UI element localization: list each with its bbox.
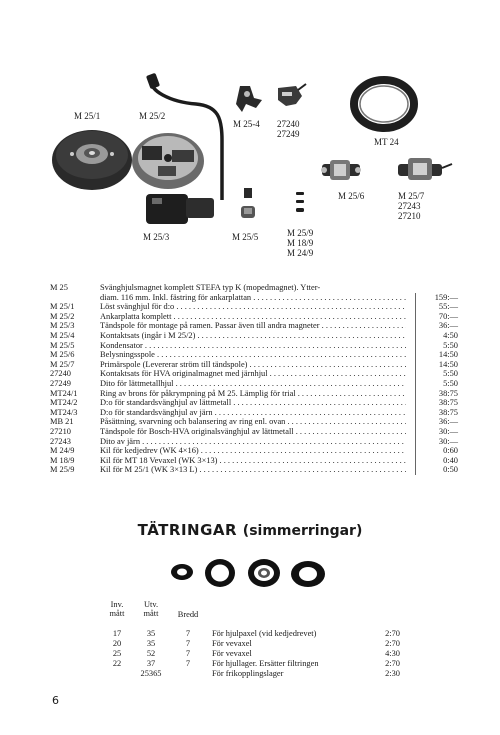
part-code: 27243 (50, 436, 71, 446)
parts-row (50, 379, 458, 389)
figure-label-m18-9: M 18/9 (287, 238, 314, 248)
seals-row (104, 629, 404, 639)
seals-row (104, 669, 404, 679)
figure-label-m25-1: M 25/1 (74, 111, 101, 121)
armature-plate-photo (132, 133, 204, 189)
part-description: Ankarplatta komplett . . . (100, 312, 406, 322)
seal-outer-dim: 52 (146, 649, 156, 658)
part-price: 14:50 (415, 350, 458, 360)
part-price: 36:— (415, 417, 458, 427)
figure-label-m25-3: M 25/3 (143, 232, 170, 242)
part-code: M 25/4 (50, 330, 75, 340)
figure-label-27249: 27249 (277, 129, 300, 139)
seal-width: 7 (185, 629, 191, 638)
seal-inner-dim: 17 (112, 629, 122, 638)
part-price: 36:— (415, 321, 458, 331)
part-code: MT24/2 (50, 398, 78, 408)
seal-width: 7 (185, 639, 191, 648)
seal-price: 2:30 (385, 669, 400, 678)
part-description: Påsättning, svarvning och balansering av ring enl. ovan . . . (100, 417, 406, 427)
figure-label-27240: 27240 (277, 119, 300, 129)
figure-label-m25-6: M 25/6 (338, 191, 365, 201)
part-code: 27240 (50, 369, 71, 379)
seal-description: För vevaxel (212, 649, 252, 658)
figure-label-m25-2: M 25/2 (139, 111, 166, 121)
ignition-coil-photo (146, 194, 214, 224)
seal-ring-4 (291, 561, 325, 587)
part-code: MT24/3 (50, 407, 78, 417)
col-header-inv-line1: Inv. (110, 600, 124, 609)
seals-heading-title: TÄTRINGAR (137, 521, 238, 539)
parts-row (50, 465, 458, 475)
hva-contact-set-photo (278, 84, 306, 106)
seal-width: 7 (185, 659, 191, 668)
seal-description: För vevaxel (212, 639, 252, 648)
parts-row (50, 456, 458, 466)
parts-price-list (50, 283, 458, 475)
part-price: 38:75 (415, 398, 458, 408)
col-header-inv-line2: mått (109, 609, 125, 618)
seal-ring-1 (171, 564, 193, 580)
part-description: D:o för standardsvänghjul av lättmetall . . . (100, 398, 406, 408)
part-description: Svänghjulsmagnet komplett STEFA typ K (mopedmagnet). Ytter- (100, 283, 321, 292)
part-price: 38:75 (415, 389, 458, 399)
part-description: Kil för MT 18 Vevaxel (WK 3×13) . . . (100, 456, 406, 466)
part-price: 55:— (415, 302, 458, 312)
seal-outer-dim: 35 (146, 629, 156, 638)
parts-row (50, 437, 458, 447)
part-code: M 25/3 (50, 321, 75, 331)
part-description: Kontaktsats (ingår i M 25/2) . . . (100, 331, 406, 341)
part-price: 14:50 (415, 360, 458, 370)
part-price: 30:— (415, 437, 458, 447)
col-header-utv-line1: Utv. (143, 600, 159, 609)
part-code: 27210 (50, 426, 71, 436)
seal-ring-2 (205, 559, 235, 587)
seals-heading (0, 521, 500, 539)
seal-price: 2:70 (385, 659, 400, 668)
figure-label-m25-9: M 25/9 (287, 228, 314, 238)
seals-row (104, 639, 404, 649)
part-description: D:o för standardsvänghjul av järn . . . (100, 408, 406, 418)
seal-description: För frikopplingslager (212, 669, 284, 678)
col-header-utv (138, 600, 164, 618)
part-code: M 25/5 (50, 340, 75, 350)
seal-description: För hjullager. Ersätter filtringen (212, 659, 319, 668)
part-price: 38:75 (415, 408, 458, 418)
part-description: Belysningsspole . . . (100, 350, 406, 360)
seals-row (104, 659, 404, 669)
seal-description: För hjulpaxel (vid kedjedrevet) (212, 629, 317, 638)
seals-heading-subtitle: (simmerringar) (242, 523, 363, 539)
part-price: 30:— (415, 427, 458, 437)
page-number: 6 (52, 694, 59, 707)
part-price: 0:60 (415, 446, 458, 456)
col-header-inv (104, 600, 130, 618)
figure-label-m25-4: M 25-4 (233, 119, 260, 129)
part-code: M 24/9 (50, 446, 75, 456)
figure-label-27210: 27210 (398, 211, 421, 221)
part-description: Löst svänghjul för d:o . . . (100, 302, 406, 312)
part-code: M 18/9 (50, 455, 75, 465)
parts-row (50, 341, 458, 351)
part-code: M 25/9 (50, 465, 75, 475)
figure-label-27243: 27243 (398, 201, 421, 211)
part-price: 4:50 (415, 331, 458, 341)
parts-row (50, 389, 458, 399)
parts-row (50, 398, 458, 408)
seal-price: 2:70 (385, 639, 400, 648)
part-description: Primärspole (Levererar ström till tändspole) . . . (100, 360, 406, 370)
parts-row (50, 360, 458, 370)
primary-coil-photo (398, 158, 452, 180)
part-description: Kil för M 25/1 (WK 3×13 L) . . . (100, 465, 406, 475)
col-header-bredd: Bredd (177, 610, 199, 619)
seal-inner-dim: 20 (112, 639, 122, 648)
part-price: 5:50 (415, 369, 458, 379)
part-code: M 25 (50, 283, 68, 292)
parts-row (50, 302, 458, 312)
part-price: 0:40 (415, 456, 458, 466)
part-description: Dito för lättmetallhjul . . . (100, 379, 406, 389)
keys-photo (296, 192, 304, 212)
parts-row (50, 321, 458, 331)
figure-label-mt24: MT 24 (374, 137, 399, 147)
col-header-utv-line2: mått (143, 609, 159, 618)
seal-outer-dim: 35 (146, 639, 156, 648)
seal-inner-dim: 25 (112, 649, 122, 658)
part-description: Kil för kedjedrev (WK 4×16) . . . (100, 446, 406, 456)
seal-price: 2:70 (385, 629, 400, 638)
figure-label-m25-7: M 25/7 (398, 191, 425, 201)
part-price: 70:— (415, 312, 458, 322)
part-code: M 25/1 (50, 302, 75, 312)
parts-row (50, 427, 458, 437)
part-price: 0:50 (415, 465, 458, 475)
part-code: M 25/2 (50, 311, 75, 321)
part-description: Dito av järn . . . (100, 437, 406, 447)
parts-row (50, 417, 458, 427)
parts-row (50, 446, 458, 456)
bronze-ring-photo (354, 80, 414, 128)
part-code: MT24/1 (50, 388, 78, 398)
part-description: Tändspole för montage på ramen. Passar även till andra magneter . . . (100, 321, 406, 331)
part-description: Tändspole för Bosch-HVA originalsvänghjul av lättmetall . . . (100, 427, 406, 437)
figure-label-m25-5: M 25/5 (232, 232, 259, 242)
part-price: 5:50 (415, 341, 458, 351)
seals-row (104, 649, 404, 659)
parts-photo-collage (0, 0, 500, 270)
parts-row (50, 331, 458, 341)
parts-row (50, 350, 458, 360)
part-code: M 25/6 (50, 350, 75, 360)
parts-row (50, 369, 458, 379)
seal-rings-photo (160, 555, 340, 591)
seal-outer-dim: 25365 (140, 669, 162, 678)
part-code: M 25/7 (50, 359, 75, 369)
seal-price: 4:30 (385, 649, 400, 658)
seal-width: 7 (185, 649, 191, 658)
part-code: MB 21 (50, 417, 74, 427)
parts-row (50, 283, 458, 293)
part-description: Kontaktsats för HVA originalmagnet med järnhjul . . . (100, 369, 406, 379)
seal-inner-dim: 22 (112, 659, 122, 668)
parts-row (50, 408, 458, 418)
lighting-coil-photo (321, 160, 361, 180)
seal-outer-dim: 37 (146, 659, 156, 668)
part-description: Kondensator . . . (100, 341, 406, 351)
seal-ring-3 (248, 559, 280, 587)
figure-label-m24-9: M 24/9 (287, 248, 314, 258)
parts-row (50, 293, 458, 303)
part-description: Ring av brons för påkrympning på M 25. Lämplig för trial . . . (100, 389, 406, 399)
part-price: 5:50 (415, 379, 458, 389)
part-description: diam. 116 mm. Inkl. fästring för ankarplattan . . . (100, 293, 406, 303)
part-price: 159:— (415, 293, 458, 303)
contact-set-photo (236, 86, 262, 112)
part-code: 27249 (50, 378, 71, 388)
parts-row (50, 312, 458, 322)
flywheel-photo (52, 130, 132, 190)
condenser-photo (241, 188, 255, 218)
